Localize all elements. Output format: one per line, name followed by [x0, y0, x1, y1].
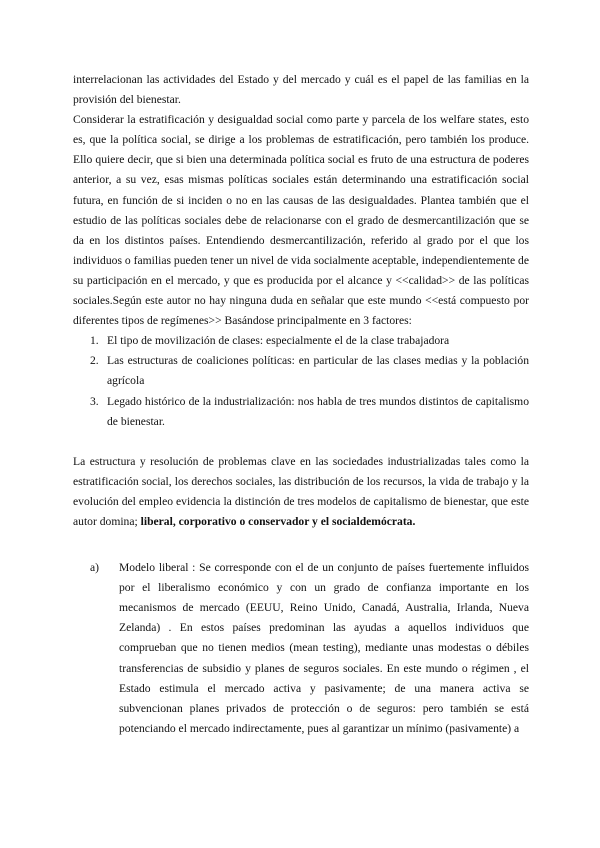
list-item [73, 351, 529, 391]
spacer [73, 432, 529, 452]
list-marker: 2. [90, 354, 99, 368]
paragraph-text: La estructura y resolución de problemas clave en las sociedades industrializadas tales como la estratificación social, los derechos sociales, las distribución de los recursos, la vida de trabajo y la evolución del empleo evidencia la distinción de tres modelos de capitalismo de bienestar, que este autor domina; [73, 454, 529, 528]
spacer [73, 532, 529, 558]
paragraph-models-intro [73, 452, 529, 532]
list-marker: a) [90, 561, 100, 575]
paragraph-continuation: interrelacionan las actividades del Estado y del mercado y cuál es el papel de las familias en la provisión del bienestar. [73, 73, 529, 107]
list-item [73, 558, 529, 739]
model-names-bold: liberal, corporativo o conservador y el socialdemócrata. [140, 514, 416, 528]
list-item-text: Legado histórico de la industrialización: nos habla de tres mundos distintos de capitalismo de bienestar. [107, 394, 529, 428]
list-item [73, 392, 529, 432]
factors-list [73, 331, 529, 431]
list-marker: 3. [90, 394, 99, 408]
document-body [73, 70, 529, 739]
list-marker: 1. [90, 334, 99, 348]
list-item-text: Modelo liberal : Se corresponde con el de un conjunto de países fuertemente influidos por el liberalismo económico y con un grado de confianza importante en los mecanismos de mercado (EEUU, Reino Unido, Canadá, Australia, Irlanda, Nueva Zelanda) . En estos países predominan las ayudas a aquellos individuos que comprueban que no tienen medios (mean testing), mediante unas modestas o débiles transferencias de subsidio y planes de seguros sociales. En este mundo o régimen , el Estado estimula el mercado activa y pasivamente; de una manera activa se subvencionan planes privados de protección o de seguros: pero también se está potenciando el mercado indirectamente, pues al garantizar un mínimo (pasivamente) a [119, 561, 529, 735]
list-item [73, 331, 529, 351]
list-item-text: El tipo de movilización de clases: especialmente el de la clase trabajadora [107, 334, 450, 348]
paragraph-stratification: Considerar la estratificación y desigualdad social como parte y parcela de los welfare states, esto es, que la política social, se dirige a los problemas de estratificación, pero también los produce. Ello quiere decir, que si bien una determinada política social es fruto de una estructura de poderes anterior, a su vez, esas mismas políticas sociales están determinando una estratificación social futura, en función de si inciden o no en las causas de las desigualdades. Plantea también que el estudio de las políticas sociales debe de relacionarse con el grado de desmercantilización que se da en los distintos países. Entendiendo desmercantilización, referido al grado por el que los individuos o familias pueden tener un nivel de vida socialmente aceptable, independientemente de su participación en el mercado, y que es producida por el alcance y <<calidad>> de las políticas sociales.Según este autor no hay ninguna duda en señalar que este mundo <<está compuesto por diferentes tipos de regímenes>> Basándose principalmente en 3 factores: [73, 113, 529, 328]
list-item-text: Las estructuras de coaliciones políticas: en particular de las clases medias y la población agrícola [107, 354, 529, 388]
models-list [73, 558, 529, 739]
